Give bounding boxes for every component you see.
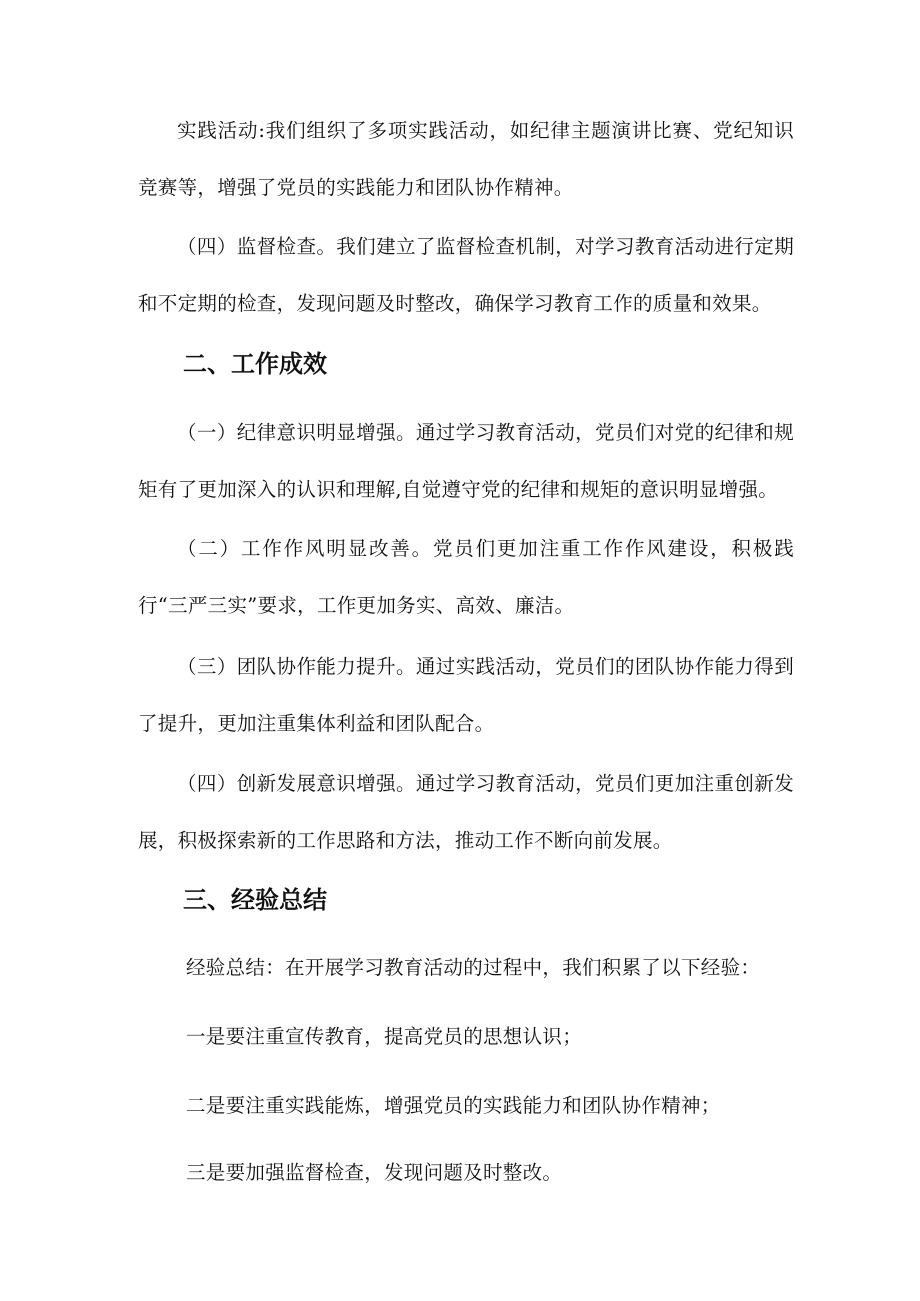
paragraph-practice-activities: 实践活动:我们组织了多项实践活动，如纪律主题演讲比赛、党纪知识竞赛等，增强了党员的实践能力和团队协作精神。 (138, 119, 794, 199)
summary-item-1: 一是要注重宣传教育，提高党员的思想认识； (186, 1025, 583, 1048)
paragraph-teamwork: （三）团队协作能力提升。通过实践活动，党员们的团队协作能力得到了提升，更加注重集体利益和团队配合。 (138, 655, 794, 735)
paragraph-supervision-check: （四）监督检查。我们建立了监督检查机制，对学习教育活动进行定期和不定期的检查，发现问题及时整改，确保学习教育工作的质量和效果。 (138, 235, 794, 315)
summary-item-2: 二是要注重实践能炼，增强党员的实践能力和团队协作精神； (186, 1094, 721, 1117)
paragraph-work-style: （二）工作作风明显改善。党员们更加注重工作作风建设，积极践行“三严三实”要求，工作更加务实、高效、廉洁。 (138, 537, 794, 617)
paragraph-discipline-awareness: （一）纪律意识明显增强。通过学习教育活动，党员们对党的纪律和规矩有了更加深入的认识和理解,自觉遵守党的纪律和规矩的意识明显增强。 (138, 421, 794, 501)
paragraph-innovation: （四）创新发展意识增强。通过学习教育活动，党员们更加注重创新发展，积极探索新的工作思路和方法，推动工作不断向前发展。 (138, 772, 794, 852)
heading-experience-summary: 三、经验总结 (183, 886, 327, 914)
summary-item-3: 三是要加强监督检查，发现问题及时整改。 (186, 1161, 563, 1184)
summary-intro: 经验总结：在开展学习教育活动的过程中，我们积累了以下经验： (186, 956, 761, 979)
heading-work-results: 二、工作成效 (183, 350, 327, 378)
